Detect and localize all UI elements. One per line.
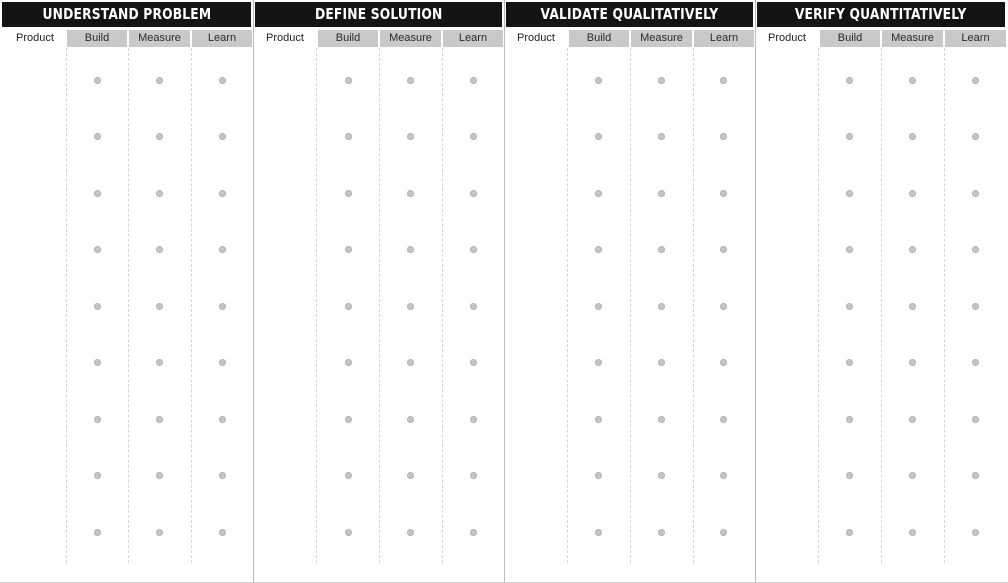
progress-dot [658, 359, 665, 366]
progress-dot [846, 190, 853, 197]
progress-dot [470, 529, 477, 536]
progress-dot [470, 190, 477, 197]
progress-dot [909, 303, 916, 310]
progress-dot [345, 416, 352, 423]
progress-dot [345, 359, 352, 366]
progress-dot [658, 303, 665, 310]
progress-dot [470, 416, 477, 423]
column-divider [567, 48, 568, 563]
column-header-learn: Learn [443, 30, 503, 47]
progress-dot [345, 77, 352, 84]
progress-dot [658, 190, 665, 197]
column-header-learn: Learn [945, 30, 1006, 47]
progress-dot [345, 303, 352, 310]
progress-dot [407, 359, 414, 366]
column-divider [630, 48, 631, 563]
progress-dot [407, 472, 414, 479]
column-divider [128, 48, 129, 563]
column-header-build: Build [820, 30, 880, 47]
column-header-product: Product [16, 32, 54, 44]
progress-dot [94, 133, 101, 140]
progress-dot [846, 77, 853, 84]
progress-dot [972, 416, 979, 423]
column-divider [944, 48, 945, 563]
progress-dot [972, 246, 979, 253]
column-divider [818, 48, 819, 563]
progress-dot [720, 77, 727, 84]
progress-dot [720, 529, 727, 536]
progress-dot [470, 303, 477, 310]
progress-dot [846, 472, 853, 479]
column-divider [442, 48, 443, 563]
progress-dot [658, 472, 665, 479]
progress-dot [595, 472, 602, 479]
progress-dot [909, 190, 916, 197]
progress-dot [972, 77, 979, 84]
progress-dot [407, 529, 414, 536]
stage-title: VERIFY QUANTITATIVELY [757, 2, 1005, 27]
column-header-measure: Measure [882, 30, 943, 47]
progress-dot [846, 303, 853, 310]
stage-verify-quantitatively [755, 0, 1007, 580]
progress-dot [219, 190, 226, 197]
progress-dot [658, 416, 665, 423]
progress-dot [972, 529, 979, 536]
progress-dot [595, 246, 602, 253]
progress-dot [470, 359, 477, 366]
progress-dot [94, 359, 101, 366]
progress-dot [658, 246, 665, 253]
progress-dot [470, 133, 477, 140]
progress-dot [156, 190, 163, 197]
progress-dot [595, 133, 602, 140]
progress-dot [595, 359, 602, 366]
progress-dot [345, 246, 352, 253]
progress-dot [345, 190, 352, 197]
column-header-learn: Learn [192, 30, 252, 47]
progress-dot [407, 77, 414, 84]
progress-dot [345, 472, 352, 479]
stage-define-solution [253, 0, 504, 580]
progress-dot [909, 246, 916, 253]
progress-dot [909, 416, 916, 423]
progress-dot [846, 529, 853, 536]
progress-dot [345, 133, 352, 140]
progress-dot [156, 529, 163, 536]
progress-dot [470, 77, 477, 84]
progress-dot [219, 133, 226, 140]
progress-dot [720, 472, 727, 479]
progress-dot [345, 529, 352, 536]
progress-dot [94, 416, 101, 423]
progress-dot [156, 359, 163, 366]
progress-dot [658, 529, 665, 536]
column-header-learn: Learn [694, 30, 754, 47]
column-header-product: Product [768, 32, 806, 44]
progress-dot [156, 472, 163, 479]
progress-dot [658, 133, 665, 140]
column-divider [379, 48, 380, 563]
progress-dot [219, 416, 226, 423]
stage-title: UNDERSTAND PROBLEM [2, 2, 251, 27]
progress-dot [972, 190, 979, 197]
column-header-measure: Measure [380, 30, 441, 47]
column-header-measure: Measure [631, 30, 692, 47]
progress-dot [909, 77, 916, 84]
stage-title: VALIDATE QUALITATIVELY [506, 2, 753, 27]
stage-understand-problem [0, 0, 253, 580]
progress-dot [156, 303, 163, 310]
column-header-build: Build [569, 30, 629, 47]
column-header-build: Build [67, 30, 127, 47]
progress-dot [909, 472, 916, 479]
progress-dot [846, 359, 853, 366]
progress-dot [156, 133, 163, 140]
progress-dot [909, 529, 916, 536]
progress-dot [94, 246, 101, 253]
progress-dot [219, 77, 226, 84]
progress-dot [720, 133, 727, 140]
progress-dot [595, 77, 602, 84]
progress-dot [846, 133, 853, 140]
progress-dot [972, 303, 979, 310]
progress-dot [846, 416, 853, 423]
column-divider [693, 48, 694, 563]
progress-dot [972, 359, 979, 366]
progress-dot [219, 303, 226, 310]
progress-dot [595, 303, 602, 310]
progress-dot [407, 416, 414, 423]
stage-title: DEFINE SOLUTION [255, 2, 502, 27]
progress-dot [720, 190, 727, 197]
progress-dot [470, 246, 477, 253]
column-divider [316, 48, 317, 563]
progress-dot [846, 246, 853, 253]
progress-dot [156, 416, 163, 423]
progress-dot [972, 472, 979, 479]
progress-dot [720, 359, 727, 366]
progress-dot [909, 133, 916, 140]
progress-dot [658, 77, 665, 84]
progress-dot [407, 303, 414, 310]
progress-dot [595, 416, 602, 423]
column-header-product: Product [517, 32, 555, 44]
progress-dot [720, 303, 727, 310]
progress-dot [156, 77, 163, 84]
progress-dot [94, 77, 101, 84]
progress-dot [94, 472, 101, 479]
progress-dot [972, 133, 979, 140]
progress-dot [470, 472, 477, 479]
column-header-product: Product [266, 32, 304, 44]
progress-dot [219, 472, 226, 479]
column-header-build: Build [318, 30, 378, 47]
progress-dot [720, 246, 727, 253]
progress-dot [94, 303, 101, 310]
progress-dot [219, 246, 226, 253]
progress-dot [219, 529, 226, 536]
progress-dot [94, 190, 101, 197]
column-divider [191, 48, 192, 563]
progress-dot [407, 190, 414, 197]
progress-dot [595, 529, 602, 536]
progress-dot [94, 529, 101, 536]
progress-dot [909, 359, 916, 366]
progress-dot [407, 133, 414, 140]
progress-dot [407, 246, 414, 253]
stage-validate-qualitatively [504, 0, 755, 580]
progress-dot [156, 246, 163, 253]
progress-dot [219, 359, 226, 366]
column-header-measure: Measure [129, 30, 190, 47]
progress-dot [595, 190, 602, 197]
progress-dot [720, 416, 727, 423]
column-divider [66, 48, 67, 563]
column-divider [881, 48, 882, 563]
